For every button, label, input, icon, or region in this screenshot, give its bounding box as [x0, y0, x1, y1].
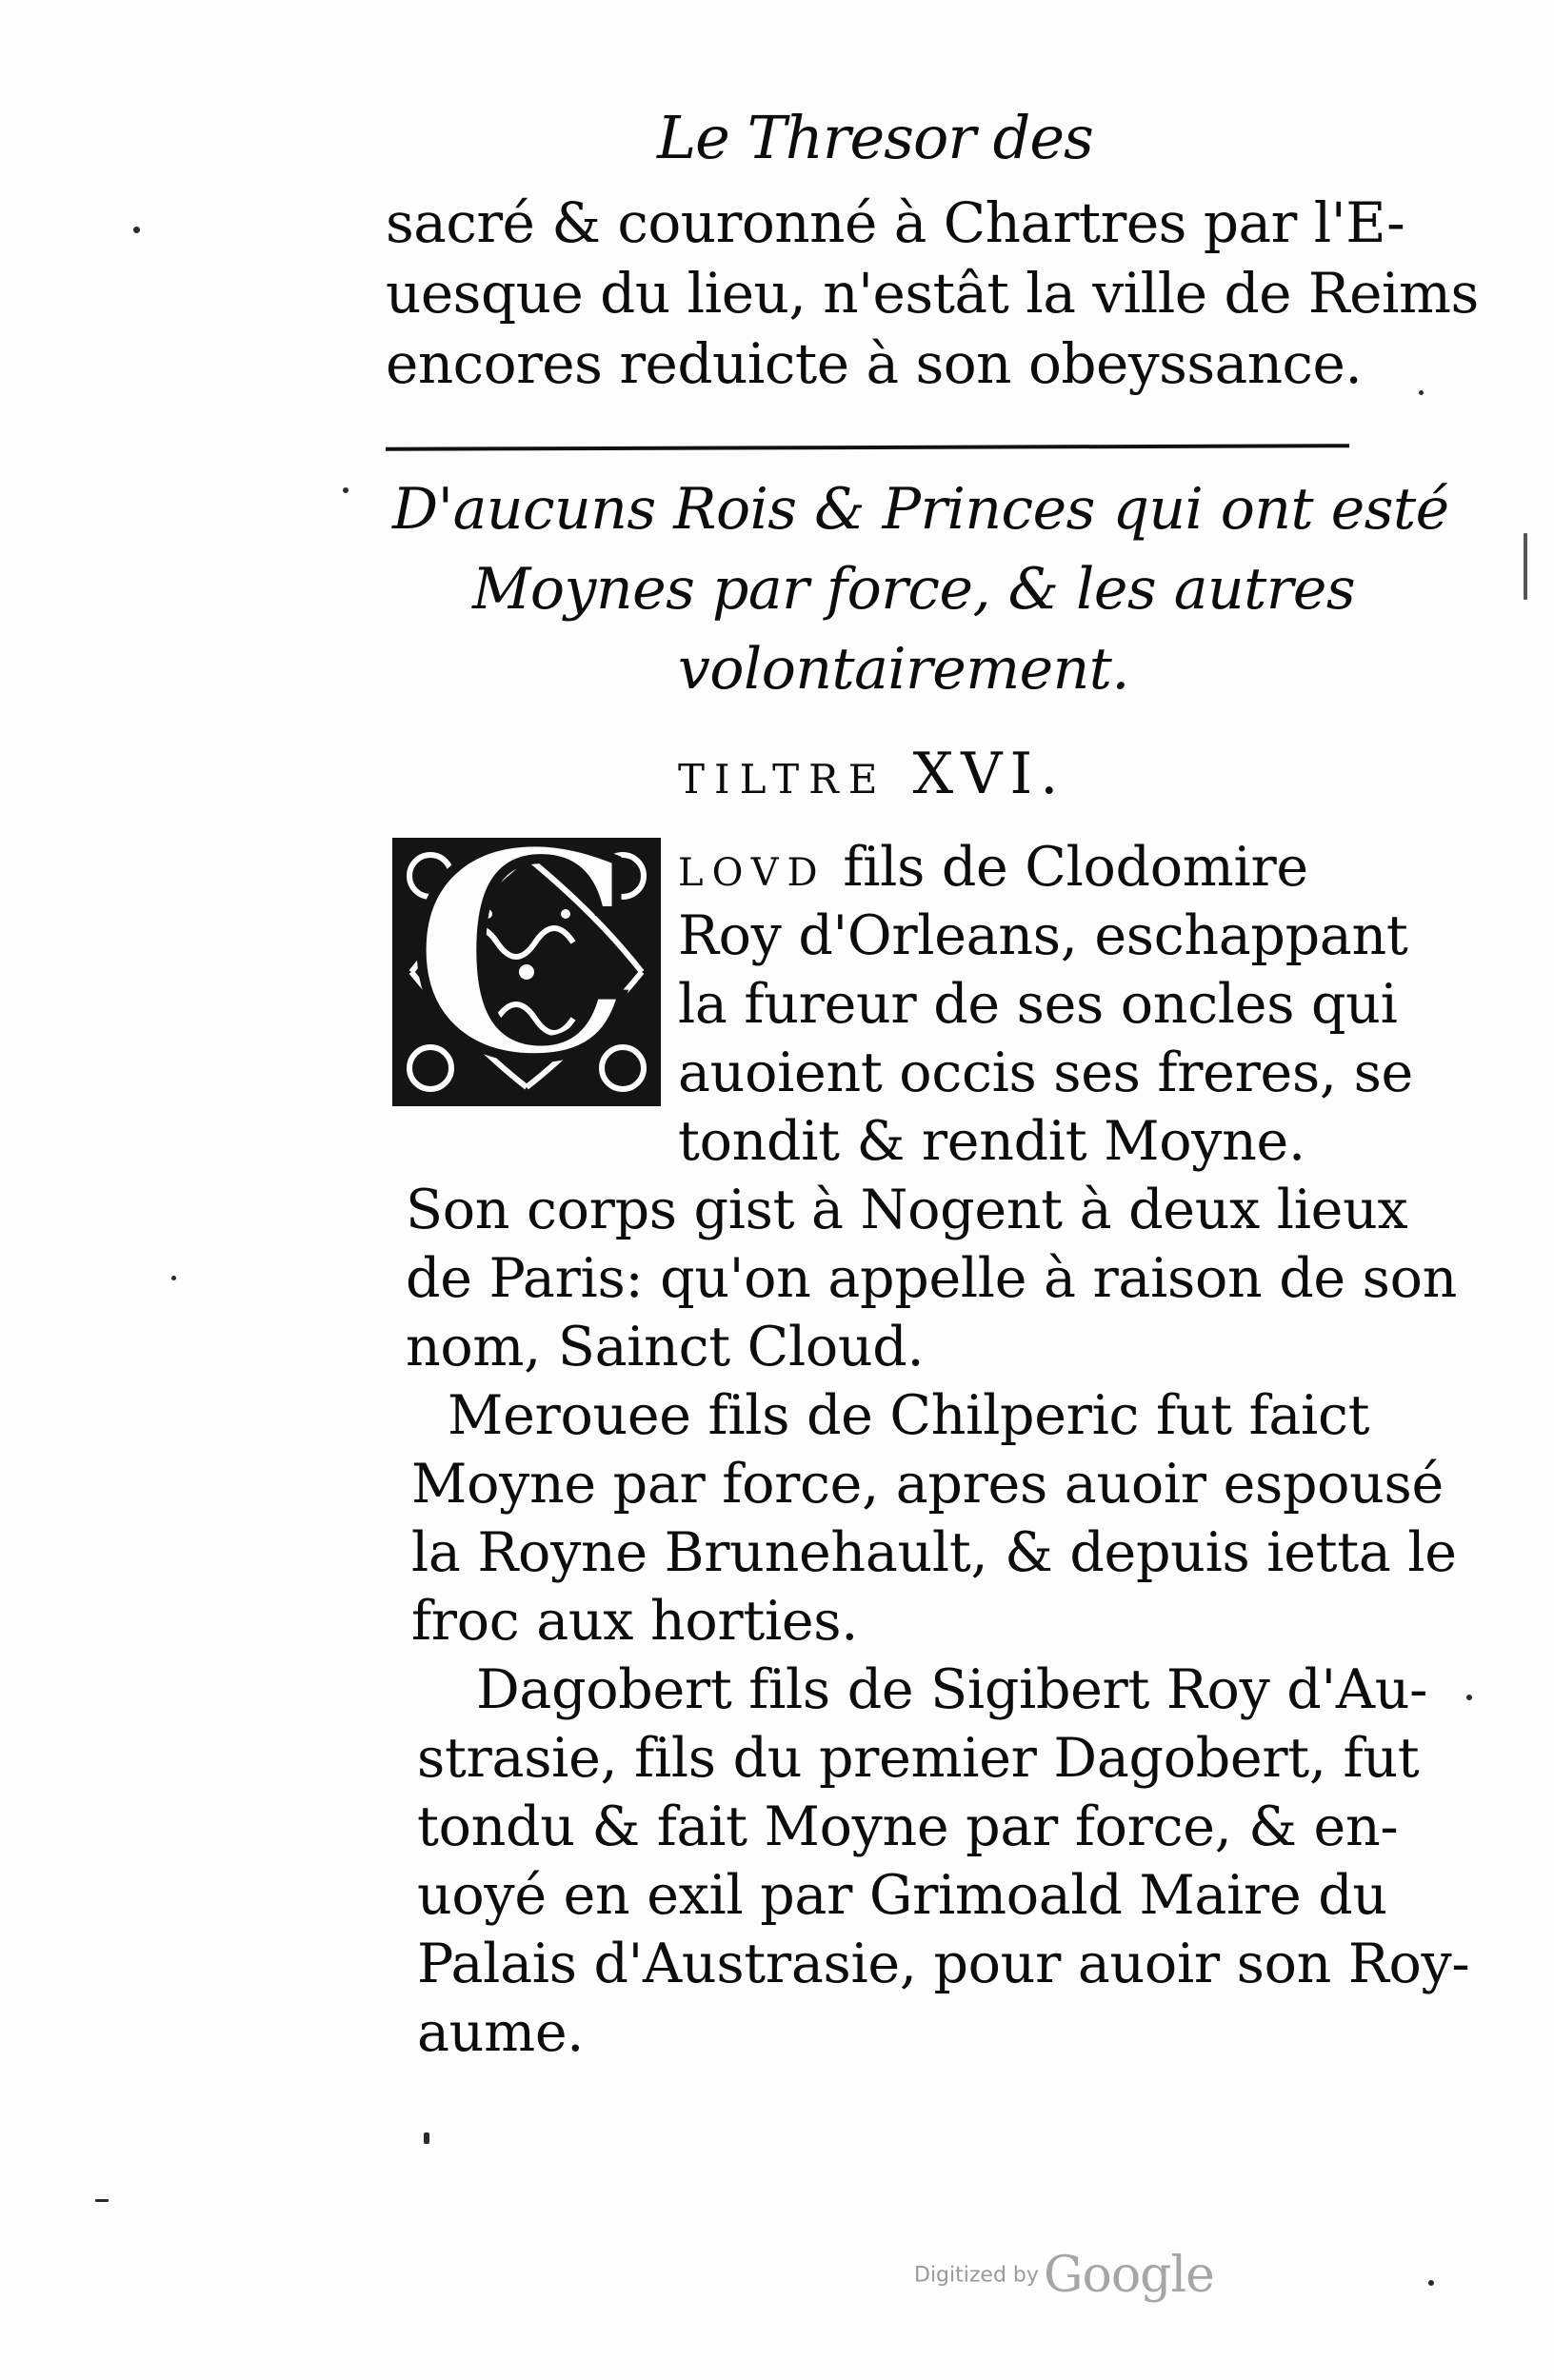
paragraph-line: froc aux horties. — [411, 1590, 859, 1653]
paragraph-line: uoyé en exil par Grimoald Maire du — [417, 1864, 1387, 1927]
paragraph-line: la fureur de ses oncles qui — [678, 973, 1398, 1036]
paragraph-line: Merouee fils de Chilperic fut faict — [448, 1384, 1370, 1447]
scan-speck — [171, 1276, 176, 1280]
paragraph-line: aume. — [417, 2001, 585, 2064]
continuation-line: sacré & couronné à Chartres par l'E- — [386, 190, 1405, 255]
digitized-by-label: Digitized by — [914, 2263, 1039, 2288]
paragraph-line: Moyne par force, apres auoir espousé — [411, 1453, 1444, 1516]
paragraph-line: Palais d'Austrasie, pour auoir son Roy- — [417, 1933, 1470, 1995]
paragraph-line: tondu & fait Moyne par force, & en- — [417, 1795, 1399, 1858]
chapter-title-line: D'aucuns Rois & Princes qui ont esté — [392, 476, 1449, 543]
paragraph-line: Dagobert fils de Sigibert Roy d'Au- — [476, 1658, 1428, 1721]
scan-speck — [1524, 533, 1527, 600]
paragraph-line — [678, 836, 1308, 899]
digitized-by-google-stamp — [914, 2247, 1214, 2304]
paragraph-line: la Royne Brunehault, & depuis ietta le — [411, 1521, 1457, 1584]
paragraph-line: auoient occis ses freres, se — [678, 1041, 1413, 1104]
paragraph-line: Roy d'Orleans, eschappant — [678, 904, 1408, 967]
paragraph-line: nom, Sainct Cloud. — [406, 1316, 925, 1378]
scan-speck — [95, 2199, 109, 2202]
drop-cap-letter: C — [409, 838, 637, 1106]
running-head: Le Thresor des — [657, 103, 1093, 172]
paragraph-line: Son corps gist à Nogent à deux lieux — [406, 1179, 1408, 1241]
lead-small-caps: LOVD — [678, 851, 827, 895]
continuation-line: encores reduicte à son obeyssance. — [386, 331, 1363, 396]
section-label-word: TILTRE — [678, 756, 887, 803]
continuation-line: uesque du lieu, n'estât la ville de Reims — [386, 261, 1479, 326]
paragraph-line-text: fils de Clodomire — [826, 836, 1308, 899]
section-label-numeral: XVI. — [912, 741, 1066, 807]
paragraph-line: tondit & rendit Moyne. — [678, 1110, 1305, 1173]
section-label — [678, 741, 1066, 807]
paragraph-line: de Paris: qu'on appelle à raison de son — [406, 1247, 1458, 1310]
scan-speck — [133, 227, 140, 233]
section-divider-rule — [386, 444, 1349, 451]
scan-speck — [1466, 1695, 1472, 1700]
ornamental-drop-cap — [392, 838, 661, 1106]
paragraph-line: strasie, fils du premier Dagobert, fut — [417, 1727, 1420, 1790]
chapter-title-line: Moynes par force, & les autres — [472, 556, 1356, 623]
scan-speck — [343, 487, 349, 493]
scan-speck — [424, 2132, 429, 2144]
scan-speck — [1419, 390, 1424, 395]
chapter-title-line: volontairement. — [678, 636, 1129, 703]
scan-speck — [1428, 2280, 1434, 2286]
google-logo: Google — [1044, 2247, 1214, 2304]
